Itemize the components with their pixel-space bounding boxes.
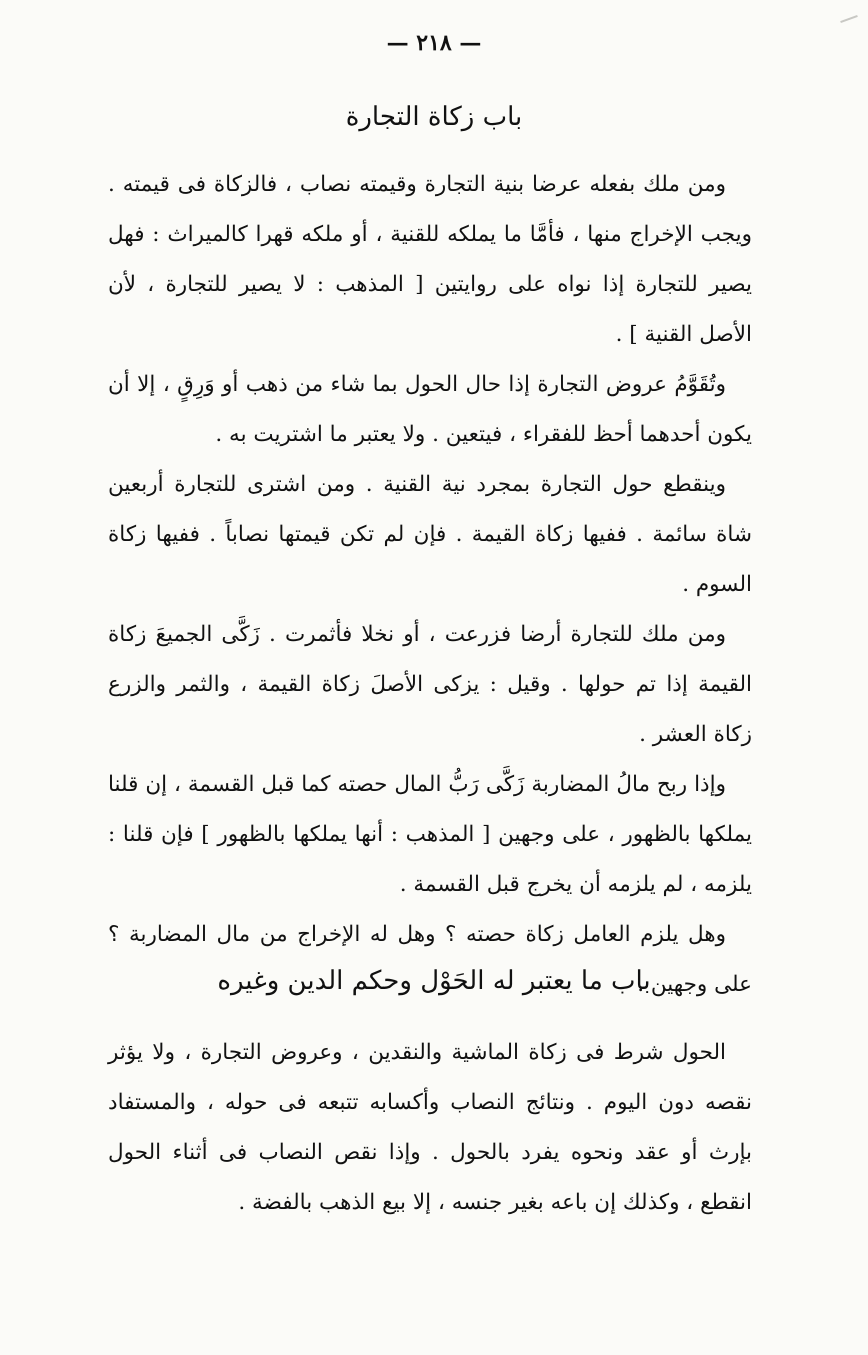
section-title-hawl-and-debt: باب ما يعتبر له الحَوْل وحكم الدين وغيره xyxy=(217,966,651,996)
page-number: — ٢١٨ — xyxy=(386,30,482,56)
scan-edge-mark xyxy=(840,15,858,23)
section-body-hawl-and-debt xyxy=(108,1028,752,1228)
section-body-trade-zakat xyxy=(108,160,752,1010)
paragraph: وينقطع حول التجارة بمجرد نية القنية . ومن اشترى للتجارة أربعين شاة سائمة . ففيها زكاة القيمة . فإن لم تكن قيمتها نصاباً . ففيها زكاة السوم . xyxy=(108,472,752,597)
section-title-trade-zakat: باب زكاة التجارة xyxy=(345,102,523,132)
paragraph: ومن ملك للتجارة أرضا فزرعت ، أو نخلا فأثمرت . زَكَّى الجميعَ زكاة القيمة إذا تم حولها . وقيل : يزكى الأصلَ زكاة القيمة ، والثمر والزرع زكاة العشر . xyxy=(108,622,752,747)
paragraph: وهل يلزم العامل زكاة حصته ؟ وهل له الإخراج من مال المضاربة ؟ على وجهين . xyxy=(108,922,752,997)
paragraph: الحول شرط فى زكاة الماشية والنقدين ، وعروض التجارة ، ولا يؤثر نقصه دون اليوم . ونتائج النصاب وأكسابه تتبعه فى حوله ، والمستفاد بإرث أو عقد ونحوه يفرد بالحول . وإذا نقص النصاب فى أثناء الحول انقطع ، وكذلك إن باعه بغير جنسه ، إلا بيع الذهب بالفضة . xyxy=(108,1040,752,1215)
paragraph: وتُقَوَّمُ عروض التجارة إذا حال الحول بما شاء من ذهب أو وَرِقٍ ، إلا أن يكون أحدهما أحظ للفقراء ، فيتعين . ولا يعتبر ما اشتريت به . xyxy=(108,372,752,447)
paragraph: ومن ملك بفعله عرضا بنية التجارة وقيمته نصاب ، فالزكاة فى قيمته . ويجب الإخراج منها ، فأمَّا ما يملكه للقنية ، أو ملكه قهرا كالميراث : فهل يصير للتجارة إذا نواه على روايتين [ المذهب : لا يصير للتجارة ، لأن الأصل القنية ] . xyxy=(108,172,752,347)
paragraph: وإذا ربح مالُ المضاربة زَكَّى رَبُّ المال حصته كما قبل القسمة ، إن قلنا يملكها بالظهور ، على وجهين [ المذهب : أنها يملكها بالظهور ] فإن قلنا : يلزمه ، لم يلزمه أن يخرج قبل القسمة . xyxy=(108,772,752,897)
